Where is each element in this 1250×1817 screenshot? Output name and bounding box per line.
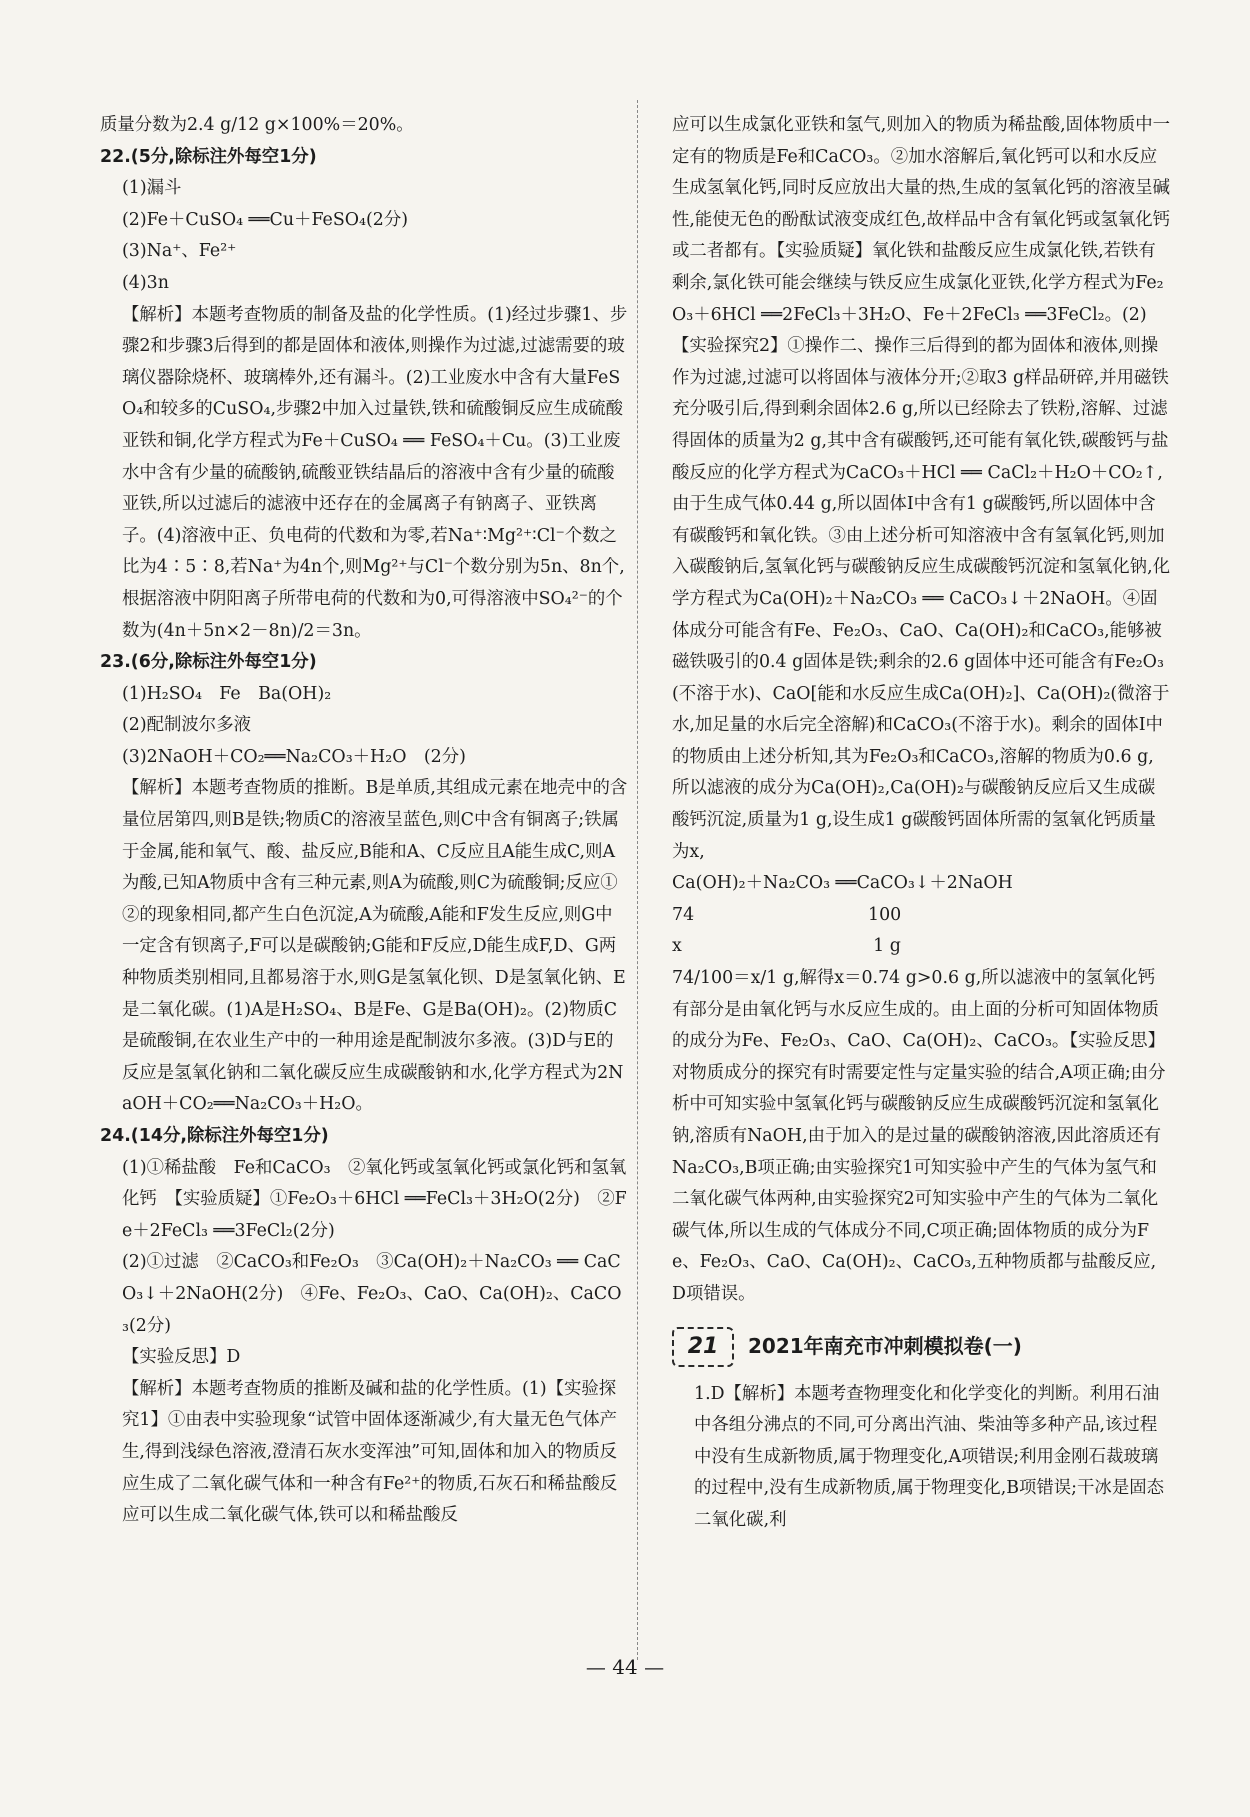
answer-line: (2)①过滤 ②CaCO₃和Fe₂O₃ ③Ca(OH)₂＋Na₂CO₃ ══ CaCO₃↓＋2NaOH(2分) ④Fe、Fe₂O₃、CaO、Ca(OH)₂、CaCO₃(2分) xyxy=(122,1252,622,1336)
answer-line: (1)漏斗 xyxy=(122,178,182,199)
answer-line: (1)①稀盐酸 Fe和CaCO₃ ②氧化钙或氢氧化钙或氯化钙和氢氧化钙 【实验质疑】①Fe₂O₃＋6HCl ══FeCl₃＋3H₂O(2分) ②Fe＋2FeCl₃ ══3FeCl₂(2分) xyxy=(122,1157,627,1241)
analysis-paragraph: 74/100＝x/1 g,解得x＝0.74 g>0.6 g,所以滤液中的氢氧化钙有部分是由氧化钙与水反应生成的。由上面的分析可知固体物质的成分为Fe、Fe₂O₃、CaO、Ca(OH)₂、CaCO₃。【实验反思】对物质成分的探究有时需要定性与定量实验的结合,A项正确;由分析中可知实验中氢氧化钙与碳酸钠反应生成碳酸钙沉淀和氢氧化钠,溶质有NaOH,由于加入的是过量的碳酸钠溶液,因此溶质还有Na₂CO₃,B项正确;由实验探究1可知实验中产生的气体为氢气和二氧化碳气体两种,由实验探究2可知实验中产生的气体为二氧化碳气体,所以生成的气体成分不同,C项正确;固体物质的成分为Fe、Fe₂O₃、CaO、Ca(OH)₂、CaCO₃,五种物质都与盐酸反应,D项错误。 xyxy=(672,968,1166,1304)
answer-line: (3)Na⁺、Fe²⁺ xyxy=(122,241,237,262)
answer-line: (1)H₂SO₄ Fe Ba(OH)₂ xyxy=(122,683,332,704)
equation-line: x 1 g xyxy=(672,936,901,957)
answer-line: 【实验反思】D xyxy=(122,1347,241,1368)
equation-line: 74 100 xyxy=(672,904,902,925)
page-number: — 44 — xyxy=(585,1655,665,1679)
section-title: 2021年南充市冲刺模拟卷(一) xyxy=(748,1333,1022,1358)
answer-line: (2)配制波尔多液 xyxy=(122,715,251,736)
answer-line: (2)Fe＋CuSO₄ ══Cu＋FeSO₄(2分) xyxy=(122,209,409,230)
right-column xyxy=(672,110,1170,1537)
analysis-paragraph: 【解析】本题考查物质的制备及盐的化学性质。(1)经过步骤1、步骤2和步骤3后得到的都是固体和液体,则操作为过滤,过滤需要的玻璃仪器除烧杯、玻璃棒外,还有漏斗。(2)工业废水中含有大量FeSO₄和较多的CuSO₄,步骤2中加入过量铁,铁和硫酸铜反应生成硫酸亚铁和铜,化学方程式为Fe＋CuSO₄ ══ FeSO₄＋Cu。(3)工业废水中含有少量的硫酸钠,硫酸亚铁结晶后的溶液中含有少量的硫酸亚铁,所以过滤后的滤液中还存在的金属离子有钠离子、亚铁离子。(4)溶液中正、负电荷的代数和为零,若Na⁺∶Mg²⁺∶Cl⁻个数之比为4∶5∶8,若Na⁺为4n个,则Mg²⁺与Cl⁻个数分别为5n、8n个,根据溶液中阴阳离子所带电荷的代数和为0,可得溶液中SO₄²⁻的个数为(4n＋5n×2－8n)/2＝3n。 xyxy=(122,304,628,641)
question-23-header: 23.(6分,除标注外每空1分) xyxy=(100,652,317,673)
question-24-header: 24.(14分,除标注外每空1分) xyxy=(100,1126,329,1146)
answer-paragraph: 1.D【解析】本题考查物理变化和化学变化的判断。利用石油中各组分沸点的不同,可分离出汽油、柴油等多种产品,该过程中没有生成新物质,属于物理变化,A项错误;利用金刚石裁玻璃的过程中,没有生成新物质,属于物理变化,B项错误;干冰是固态二氧化碳,利 xyxy=(694,1383,1164,1530)
left-column xyxy=(100,110,628,1532)
question-22-header: 22.(5分,除标注外每空1分) xyxy=(100,146,317,167)
section-header xyxy=(672,1325,1170,1369)
column-divider xyxy=(637,100,638,1660)
analysis-paragraph: 应可以生成氯化亚铁和氢气,则加入的物质为稀盐酸,固体物质中一定有的物质是Fe和CaCO₃。②加水溶解后,氧化钙可以和水反应生成氢氧化钙,同时反应放出大量的热,生成的氢氧化钙的溶液呈碱性,能使无色的酚酞试液变成红色,故样品中含有氧化钙或氢氧化钙或二者都有。【实验质疑】氧化铁和盐酸反应生成氯化铁,若铁有剩余,氯化铁可能会继续与铁反应生成氯化亚铁,化学方程式为Fe₂O₃＋6HCl ══2FeCl₃＋3H₂O、Fe＋2FeCl₃ ══3FeCl₂。(2)【实验探究2】①操作二、操作三后得到的都为固体和液体,则操作为过滤,过滤可以将固体与液体分开;②取3 g样品研碎,并用磁铁充分吸引后,得到剩余固体2.6 g,所以已经除去了铁粉,溶解、过滤得固体的质量为2 g,其中含有碳酸钙,还可能有氧化铁,碳酸钙与盐酸反应的化学方程式为CaCO₃＋HCl ══ CaCl₂＋H₂O＋CO₂↑,由于生成气体0.44 g,所以固体Ⅰ中含有1 g碳酸钙,所以固体中含有碳酸钙和氧化铁。③由上述分析可知溶液中含有氢氧化钙,则加入碳酸钠后,氢氧化钙与碳酸钠反应生成碳酸钙沉淀和氢氧化钠,化学方程式为Ca(OH)₂＋Na₂CO₃ ══ CaCO₃↓＋2NaOH。④固体成分可能含有Fe、Fe₂O₃、CaO、Ca(OH)₂和CaCO₃,能够被磁铁吸引的0.4 g固体是铁;剩余的2.6 g固体中还可能含有Fe₂O₃(不溶于水)、CaO[能和水反应生成Ca(OH)₂]、Ca(OH)₂(微溶于水,加足量的水后完全溶解)和CaCO₃(不溶于水)。剩余的固体Ⅰ中的物质由上述分析知,其为Fe₂O₃和CaCO₃,溶解的物质为0.6 g,所以滤液的成分为Ca(OH)₂,Ca(OH)₂与碳酸钠反应后又生成碳酸钙沉淀,质量为1 g,设生成1 g碳酸钙固体所需的氢氧化钙质量为x, xyxy=(672,115,1170,862)
equation-line: Ca(OH)₂＋Na₂CO₃ ══CaCO₃↓＋2NaOH xyxy=(672,873,1013,894)
section-number-badge: 21 xyxy=(672,1327,734,1367)
answer-line: (3)2NaOH＋CO₂══Na₂CO₃＋H₂O (2分) xyxy=(122,746,466,767)
text-line: 质量分数为2.4 g/12 g×100%＝20%。 xyxy=(100,115,414,135)
analysis-paragraph: 【解析】本题考查物质的推断。B是单质,其组成元素在地壳中的含量位居第四,则B是铁;物质C的溶液呈蓝色,则C中含有铜离子;铁属于金属,能和氧气、酸、盐反应,B能和A、C反应且A能生成C,则A为酸,已知A物质中含有三种元素,则A为硫酸,则C为硫酸铜;反应①②的现象相同,都产生白色沉淀,A为硫酸,A能和F发生反应,则G中一定含有钡离子,F可以是碳酸钠;G能和F反应,D能生成F,D、G两种物质类别相同,且都易溶于水,则G是氢氧化钡、D是氢氧化钠、E是二氧化碳。(1)A是H₂SO₄、B是Fe、G是Ba(OH)₂。(2)物质C是硫酸铜,在农业生产中的一种用途是配制波尔多液。(3)D与E的反应是氢氧化钠和二氧化碳反应生成碳酸钠和水,化学方程式为2NaOH＋CO₂══Na₂CO₃＋H₂O。 xyxy=(122,778,628,1115)
analysis-paragraph: 【解析】本题考查物质的推断及碱和盐的化学性质。(1)【实验探究1】①由表中实验现象“试管中固体逐渐减少,有大量无色气体产生,得到浅绿色溶液,澄清石灰水变浑浊”可知,固体和加入的物质反应生成了二氧化碳气体和一种含有Fe²⁺的物质,石灰石和稀盐酸反应可以生成二氧化碳气体,铁可以和稀盐酸反 xyxy=(122,1378,618,1526)
answer-line: (4)3n xyxy=(122,272,169,293)
